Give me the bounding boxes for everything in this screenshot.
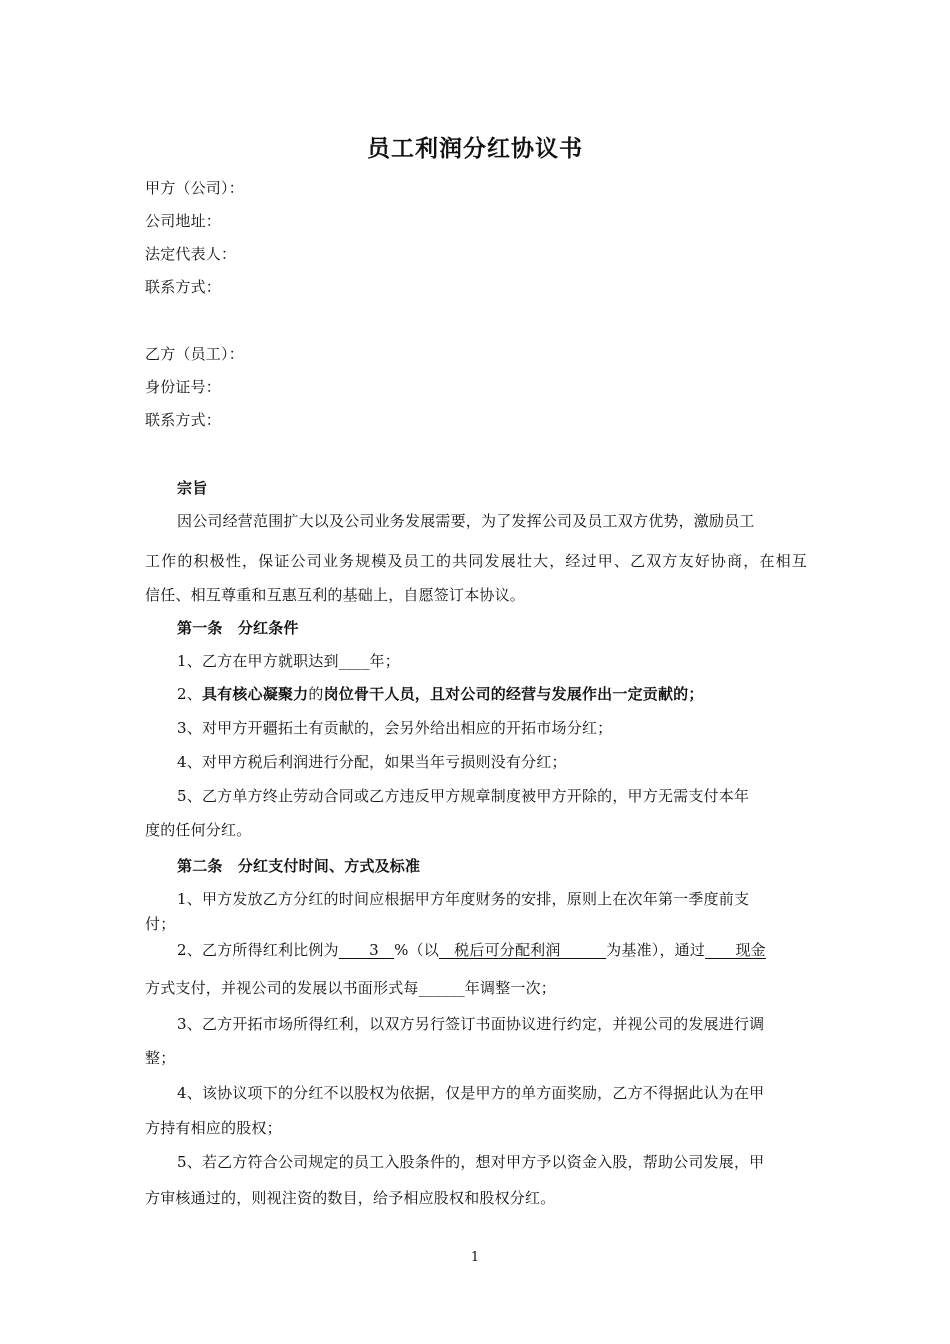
purpose-line: 因公司经营范围扩大以及公司业务发展需要，为了发挥公司及员工双方优势，激励员工 [177,512,755,530]
percentage-field: 3 [338,941,395,959]
highlight-text: 具有核心凝聚力 [201,685,309,703]
article-1-item: 度的任何分红。 [145,821,252,839]
article-1-item: 1、乙方在甲方就职达到____年； [177,652,400,670]
party-a-address-label: 公司地址： [145,212,222,230]
article-2-item [177,940,766,960]
article-1-heading: 第一条 分红条件 [177,619,299,637]
purpose-line: 工作的积极性，保证公司业务规模及员工的共同发展壮大，经过甲、乙双方友好协商，在相互 [145,552,807,570]
text-segment: 为基准），通过 [606,941,706,959]
purpose-line: 信任、相互尊重和互惠互利的基础上，自愿签订本协议。 [145,586,526,604]
article-2-item: 整； [145,1049,176,1067]
article-2-item: 4、该协议项下的分红不以股权为依据，仅是甲方的单方面奖励，乙方不得据此认为在甲 [177,1084,765,1102]
article-2-item: 方持有相应的股权； [145,1119,282,1137]
item-number: 2、 [177,685,202,703]
page-number: 1 [470,1250,480,1265]
article-2-item: 5、若乙方符合公司规定的员工入股条件的，想对甲方予以资金入股，帮助公司发展，甲 [177,1153,765,1171]
party-a-name-label: 甲方（公司）： [145,179,244,197]
document-title: 员工利润分红协议书 [367,136,583,162]
article-1-item: 5、乙方单方终止劳动合同或乙方违反甲方规章制度被甲方开除的，甲方无需支付本年 [177,787,750,805]
payment-method-field: 现金 [705,941,766,959]
party-b-name-label: 乙方（员工）： [145,345,244,363]
article-1-item [177,684,704,704]
article-1-item: 3、对甲方开疆拓土有贡献的，会另外给出相应的开拓市场分红； [177,719,613,737]
article-2-item: 付； [145,915,176,933]
article-2-item: 方式支付，并视公司的发展以书面形式每______年调整一次； [145,979,557,997]
party-b-id-label: 身份证号： [145,378,222,396]
article-2-heading: 第二条 分红支付时间、方式及标准 [177,857,421,875]
highlight-text: 岗位骨干人员，且对公司的经营与发展作出一定贡献的； [323,685,704,703]
party-a-contact-label: 联系方式： [145,278,222,296]
article-2-item: 1、甲方发放乙方分红的时间应根据甲方年度财务的安排，原则上在次年第一季度前支 [177,890,750,908]
basis-field: 税后可分配利润 [438,941,607,959]
text-segment: 2、乙方所得红利比例为 [177,941,339,959]
connector-text: 的 [308,685,324,703]
party-b-contact-label: 联系方式： [145,411,222,429]
article-2-item: 方审核通过的，则视注资的数目，给予相应股权和股权分红。 [145,1189,556,1207]
purpose-heading: 宗旨 [177,479,208,497]
article-1-item: 4、对甲方税后利润进行分配，如果当年亏损则没有分红； [177,753,567,771]
article-2-item: 3、乙方开拓市场所得红利，以双方另行签订书面协议进行约定，并视公司的发展进行调 [177,1015,765,1033]
text-segment: %（以 [394,941,439,959]
party-a-rep-label: 法定代表人： [145,245,237,263]
